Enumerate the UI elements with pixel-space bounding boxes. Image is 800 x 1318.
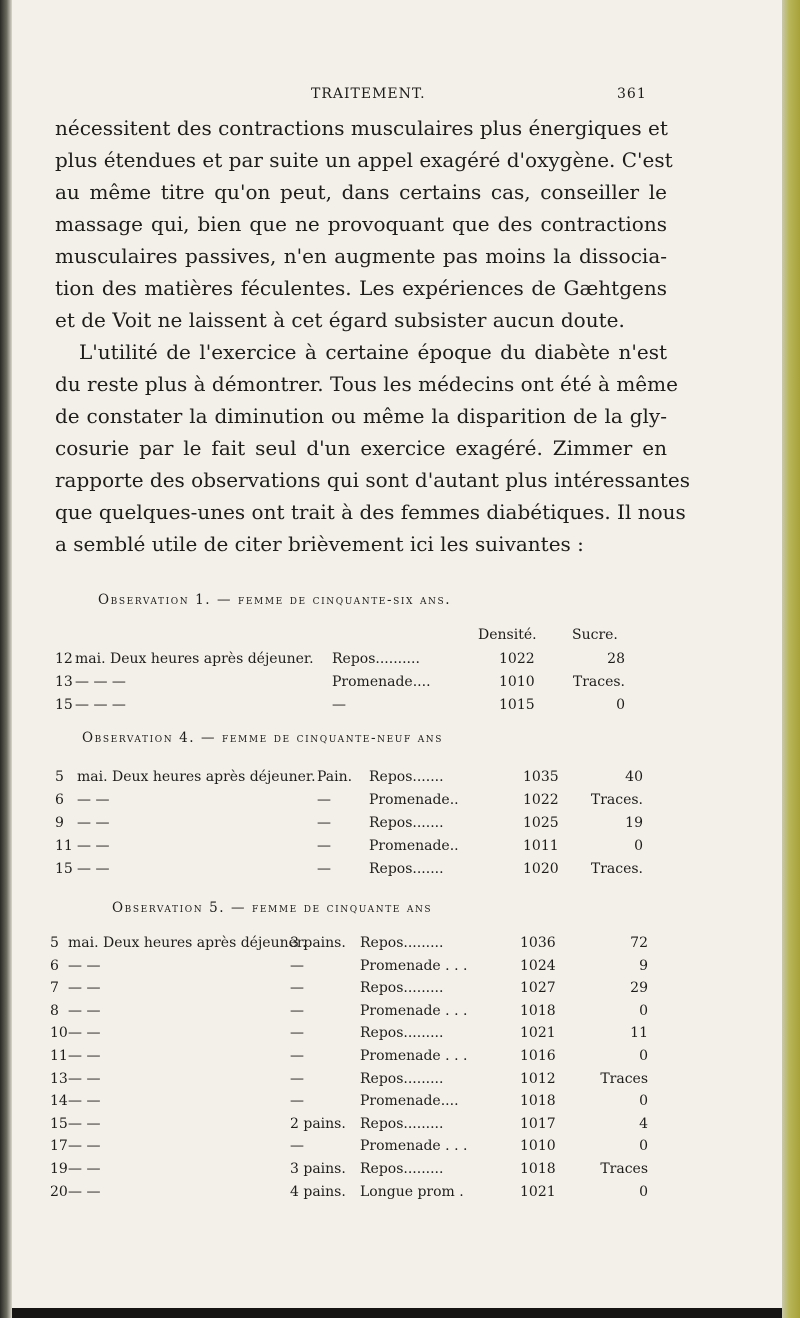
cell-meal: — <box>290 1025 304 1042</box>
cell-density: 1036 <box>520 935 556 951</box>
cell-meal: — <box>290 1047 304 1064</box>
cell-activity: Repos....... <box>369 815 444 831</box>
cell-sugar: 0 <box>639 1093 648 1110</box>
cell-activity: Repos......... <box>360 1115 444 1132</box>
cell-day: 15 <box>55 861 73 877</box>
cell-density: 1015 <box>499 697 535 713</box>
observation-4-table <box>55 766 675 881</box>
cell-when: — — <box>77 792 110 808</box>
cell-density: 1027 <box>520 980 556 997</box>
table-row <box>55 812 675 835</box>
cell-meal: 2 pains. <box>290 1115 346 1132</box>
cell-sugar: 0 <box>639 1183 648 1200</box>
cell-density: 1018 <box>520 1002 556 1019</box>
cell-meal: — <box>290 980 304 997</box>
cell-activity: Promenade . . . <box>360 1002 468 1019</box>
text-line: que quelques-unes ont trait à des femmes diabétiques. Il nous <box>55 500 686 524</box>
text-line: a semblé utile de citer brièvement ici les suivantes : <box>55 532 584 556</box>
text-line: au même titre qu'on peut, dans certains cas, conseiller le <box>55 180 667 204</box>
cell-activity: Repos.......... <box>332 651 420 667</box>
cell-activity: — <box>332 697 346 713</box>
cell-sugar: 0 <box>639 1138 648 1155</box>
page-edge-left <box>0 0 12 1318</box>
cell-meal: — <box>317 838 331 854</box>
paragraph-2 <box>55 336 690 560</box>
cell-sugar: 29 <box>630 980 648 997</box>
table-row <box>55 766 675 789</box>
cell-day: 6 <box>55 792 64 808</box>
text-line: rapporte des observations qui sont d'autant plus intéressantes <box>55 468 690 492</box>
cell-sugar: Traces. <box>572 674 625 690</box>
cell-day: 5 <box>50 935 59 951</box>
cell-meal: — <box>317 861 331 877</box>
cell-density: 1018 <box>520 1093 556 1110</box>
cell-day: 12 <box>55 651 73 667</box>
cell-density: 1024 <box>520 957 556 974</box>
cell-day: 19 <box>50 1160 68 1177</box>
cell-day: 20 <box>50 1183 68 1200</box>
cell-day: 13 <box>55 674 73 690</box>
page-edge-right <box>782 0 800 1318</box>
cell-when: — — <box>77 861 110 877</box>
observation-5-title: Observation 5. — femme de cinquante ans <box>112 900 433 916</box>
cell-meal: — <box>317 792 331 808</box>
cell-density: 1017 <box>520 1115 556 1132</box>
text-line: du reste plus à démontrer. Tous les médecins ont été à même <box>55 372 678 396</box>
cell-when: — — <box>68 1002 101 1019</box>
cell-when: — — <box>68 1115 101 1132</box>
table-row <box>50 1181 680 1204</box>
cell-density: 1010 <box>499 674 535 690</box>
cell-activity: Promenade . . . <box>360 957 468 974</box>
cell-meal: Pain. <box>317 769 353 785</box>
cell-day: 5 <box>55 769 64 785</box>
cell-activity: Promenade.. <box>369 792 459 808</box>
observation-1-table <box>55 648 675 717</box>
cell-density: 1011 <box>523 838 559 854</box>
cell-activity: Repos......... <box>360 980 444 997</box>
cell-density: 1022 <box>499 651 535 667</box>
cell-sugar: 4 <box>639 1115 648 1132</box>
cell-density: 1035 <box>523 769 559 785</box>
text-line: tion des matières féculentes. Les expériences de Gæhtgens <box>55 276 667 300</box>
cell-when: — — — <box>75 674 126 690</box>
cell-activity: Promenade . . . <box>360 1047 468 1064</box>
cell-meal: — <box>317 815 331 831</box>
cell-when: — — <box>68 1070 101 1087</box>
table-row <box>50 1068 680 1091</box>
cell-when: mai. Deux heures après déjeuner. <box>75 651 314 667</box>
cell-day: 10 <box>50 1025 68 1042</box>
cell-meal: — <box>290 1002 304 1019</box>
cell-activity: Longue prom . <box>360 1183 464 1200</box>
cell-density: 1012 <box>520 1070 556 1087</box>
cell-when: — — <box>68 1093 101 1110</box>
cell-day: 7 <box>50 980 59 997</box>
cell-day: 14 <box>50 1093 68 1110</box>
table-row <box>50 1045 680 1068</box>
cell-density: 1022 <box>523 792 559 808</box>
cell-when: — — <box>68 1138 101 1155</box>
table-row <box>55 789 675 812</box>
cell-density: 1021 <box>520 1183 556 1200</box>
cell-sugar: Traces <box>600 1070 648 1087</box>
table-row <box>50 977 680 1000</box>
cell-density: 1018 <box>520 1160 556 1177</box>
running-head <box>0 86 800 106</box>
cell-meal: — <box>290 957 304 974</box>
cell-activity: Promenade.... <box>360 1093 459 1110</box>
cell-day: 15 <box>50 1115 68 1132</box>
table-row <box>50 1000 680 1023</box>
column-header-density: Densité. <box>478 627 537 643</box>
cell-density: 1010 <box>520 1138 556 1155</box>
cell-activity: Repos......... <box>360 1160 444 1177</box>
cell-sugar: 72 <box>630 935 648 951</box>
cell-when: — — <box>77 838 110 854</box>
cell-day: 11 <box>55 838 73 854</box>
column-header-sugar: Sucre. <box>572 627 618 643</box>
cell-meal: 4 pains. <box>290 1183 346 1200</box>
cell-when: mai. Deux heures après déjeuner. <box>77 769 316 785</box>
cell-meal: 3 pains. <box>290 935 346 951</box>
cell-activity: Repos....... <box>369 861 444 877</box>
text-line: musculaires passives, n'en augmente pas moins la dissocia- <box>55 244 667 268</box>
cell-meal: — <box>290 1138 304 1155</box>
observation-5-table <box>50 932 680 1203</box>
observation-4-title: Observation 4. — femme de cinquante-neuf ans <box>82 730 444 746</box>
cell-sugar: Traces. <box>590 792 643 808</box>
table-row <box>55 835 675 858</box>
page-bottom-edge <box>12 1308 782 1318</box>
cell-day: 9 <box>55 815 64 831</box>
cell-density: 1020 <box>523 861 559 877</box>
running-head-title: TRAITEMENT. <box>311 86 426 102</box>
table-row <box>55 671 675 694</box>
table-row <box>50 1158 680 1181</box>
cell-when: — — — <box>75 697 126 713</box>
cell-sugar: Traces <box>600 1160 648 1177</box>
cell-when: — — <box>68 957 101 974</box>
cell-day: 6 <box>50 957 59 974</box>
cell-sugar: 19 <box>625 815 643 831</box>
cell-sugar: 40 <box>625 769 643 785</box>
cell-sugar: 11 <box>630 1025 648 1042</box>
cell-when: mai. Deux heures après déjeuner. <box>68 935 307 951</box>
table-row <box>55 648 675 671</box>
text-line: L'utilité de l'exercice à certaine époque du diabète n'est <box>79 340 667 364</box>
cell-when: — — <box>68 1047 101 1064</box>
text-line: cosurie par le fait seul d'un exercice exagéré. Zimmer en <box>55 436 667 460</box>
cell-activity: Promenade . . . <box>360 1138 468 1155</box>
cell-density: 1021 <box>520 1025 556 1042</box>
cell-activity: Repos......... <box>360 1070 444 1087</box>
cell-activity: Repos......... <box>360 1025 444 1042</box>
table-row <box>55 858 675 881</box>
cell-when: — — <box>68 1025 101 1042</box>
table-row <box>50 955 680 978</box>
table-row <box>50 932 680 955</box>
cell-day: 13 <box>50 1070 68 1087</box>
text-line: plus étendues et par suite un appel exagéré d'oxygène. C'est <box>55 148 673 172</box>
cell-density: 1025 <box>523 815 559 831</box>
text-line: massage qui, bien que ne provoquant que des contractions <box>55 212 667 236</box>
cell-when: — — <box>77 815 110 831</box>
cell-sugar: Traces. <box>590 861 643 877</box>
cell-day: 17 <box>50 1138 68 1155</box>
table-row <box>50 1022 680 1045</box>
text-line: nécessitent des contractions musculaires plus énergiques et <box>55 116 668 140</box>
cell-sugar: 0 <box>639 1002 648 1019</box>
cell-meal: 3 pains. <box>290 1160 346 1177</box>
paragraph-1 <box>55 112 673 336</box>
cell-density: 1016 <box>520 1047 556 1064</box>
table-row <box>50 1135 680 1158</box>
page-number: 361 <box>617 86 647 102</box>
text-line: et de Voit ne laissent à cet égard subsister aucun doute. <box>55 308 625 332</box>
cell-meal: — <box>290 1070 304 1087</box>
cell-activity: Repos......... <box>360 935 444 951</box>
observation-1-title: Observation 1. — femme de cinquante-six ans. <box>98 592 452 608</box>
cell-activity: Repos....... <box>369 769 444 785</box>
table-row <box>55 694 675 717</box>
cell-meal: — <box>290 1093 304 1110</box>
table-row <box>50 1090 680 1113</box>
cell-day: 8 <box>50 1002 59 1019</box>
cell-activity: Promenade.... <box>332 674 431 690</box>
cell-activity: Promenade.. <box>369 838 459 854</box>
cell-when: — — <box>68 1183 101 1200</box>
text-line: de constater la diminution ou même la disparition de la gly- <box>55 404 667 428</box>
cell-sugar: 28 <box>607 651 625 667</box>
cell-sugar: 9 <box>639 957 648 974</box>
table-row <box>50 1113 680 1136</box>
cell-sugar: 0 <box>639 1047 648 1064</box>
cell-day: 15 <box>55 697 73 713</box>
cell-sugar: 0 <box>634 838 643 854</box>
cell-day: 11 <box>50 1047 68 1064</box>
cell-when: — — <box>68 980 101 997</box>
cell-when: — — <box>68 1160 101 1177</box>
cell-sugar: 0 <box>616 697 625 713</box>
